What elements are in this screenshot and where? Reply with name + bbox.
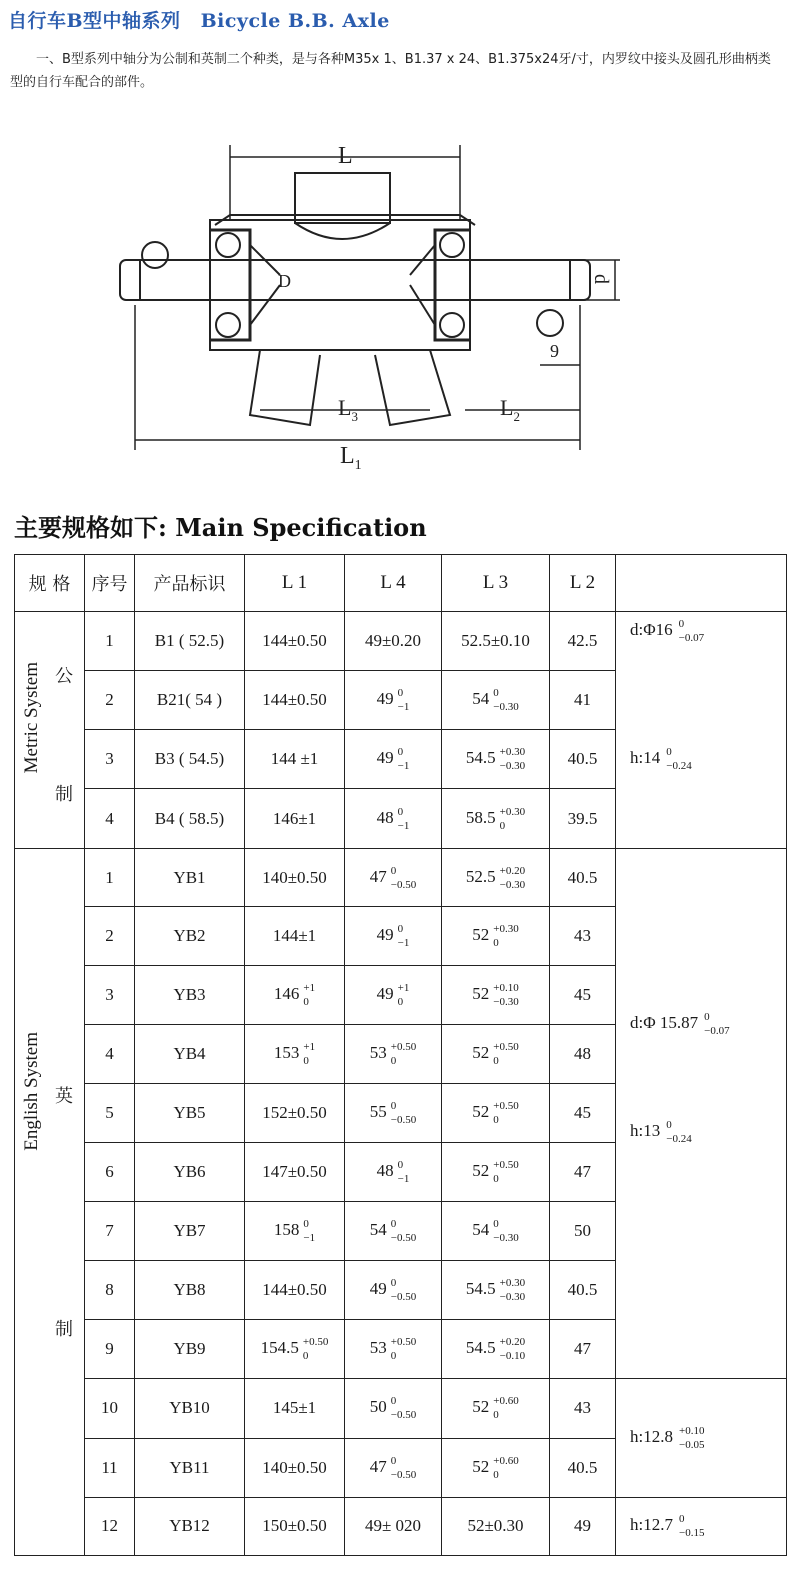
english-system-cn-bottom: 制 [55,1319,73,1341]
intro-paragraph: 一、B型系列中轴分为公制和英制二个种类，是与各种M35x 1、B1.37 x 24、B1.375x24牙/寸，内罗纹中接头及圆孔形曲柄类型的自行车配合的部件。 [10,52,771,90]
tolerance-lower: −0.30 [493,1231,519,1244]
l1-tolerance [303,1217,315,1245]
note-value: h:13 [630,1121,661,1140]
l3-value: 54.5 [465,748,496,768]
cell-l2: 41 [550,671,616,730]
label-L3: $L_3$ [338,395,358,424]
product-id: YB8 [135,1260,245,1319]
tolerance-upper: 0 [397,687,404,700]
cell-l3 [442,1319,550,1378]
tolerance-lower: −1 [397,701,410,714]
cell-l1: 152±0.50 [245,1084,345,1143]
cell-l2: 42.5 [550,612,616,671]
tolerance-lower: 0 [303,1055,309,1068]
l3-tolerance [493,1394,518,1422]
l4-value: 55 [369,1102,387,1121]
l3-tolerance [493,922,518,950]
product-id: B3 ( 54.5) [135,730,245,789]
cell-l1 [245,1201,345,1260]
tolerance-lower: 0 [493,1055,499,1068]
label-D: D [278,271,291,291]
bearing-ball [216,233,240,257]
table-row [15,612,787,671]
tolerance-upper: +0.50 [493,1100,519,1113]
tolerance-upper: +1 [397,982,410,995]
tolerance-upper: 0 [666,1119,672,1132]
l3-value: 52 [472,984,490,1004]
row-number: 9 [85,1319,135,1378]
l3-value: 54 [472,1219,490,1239]
tolerance-upper: 0 [666,745,672,758]
bearing-ball [440,233,464,257]
cell-l1: 144±1 [245,907,345,966]
cell-l2: 49 [550,1497,616,1556]
tolerance-lower: 0 [302,1349,309,1362]
table-row [15,848,787,907]
metric-system-cell [15,612,85,849]
cell-l2: 43 [550,907,616,966]
cell-l3 [442,730,550,789]
l1-tolerance [303,1040,315,1068]
cell-l4 [345,730,442,789]
l1-tolerance [303,1335,328,1363]
tolerance-lower: −1 [397,1172,410,1185]
tolerance-lower: −0.30 [499,1290,526,1303]
l4-value: 53 [369,1337,387,1357]
cell-l3 [442,1025,550,1084]
tolerance-upper: +0.60 [493,1454,519,1467]
tolerance-upper: 0 [390,864,397,877]
tolerance-upper: +1 [303,982,316,995]
cell-l3 [442,1260,550,1319]
note-cell [616,612,787,849]
note-line [630,617,786,645]
product-id: B1 ( 52.5) [135,612,245,671]
header-cell: 序号 [85,555,135,612]
tolerance-lower: 0 [390,1349,397,1362]
cell-l3 [442,966,550,1025]
row-number: 5 [85,1084,135,1143]
cell-l1: 147±0.50 [245,1143,345,1202]
cell-l1 [245,966,345,1025]
cell-l1: 144±0.50 [245,1260,345,1319]
cell-l2: 40.5 [550,848,616,907]
tolerance-lower: −0.24 [666,1133,692,1146]
tolerance-lower: −1 [397,760,410,773]
row-number: 8 [85,1260,135,1319]
l3-value: 52 [472,1397,490,1417]
header-cell: L 1 [245,555,345,612]
note-line [630,1010,786,1038]
cell-l3 [442,1201,550,1260]
axle-diagram [110,125,650,485]
cell-l3 [442,848,550,907]
l3-tolerance [500,745,525,773]
tolerance-upper: +0.30 [499,805,526,818]
row-number: 4 [85,1025,135,1084]
note-line [630,745,786,773]
l4-tolerance [398,922,410,950]
row-number: 2 [85,907,135,966]
l3-value: 52.5 [465,866,496,886]
cell-l2: 40.5 [550,730,616,789]
product-id: YB1 [135,848,245,907]
tolerance-upper: +0.50 [390,1041,417,1054]
l1-value: 158 [273,1219,300,1239]
l4-value: 49 [376,748,394,768]
l3-tolerance [493,1099,518,1127]
header-cell: 产品标识 [135,555,245,612]
page-title [8,6,390,33]
header-cell: L 3 [442,555,550,612]
tolerance-upper: +0.10 [678,1424,705,1437]
l4-tolerance [391,1394,416,1422]
l4-tolerance [398,745,410,773]
tolerance-upper: +0.30 [499,746,526,759]
table-row [15,1378,787,1438]
cell-l3 [442,907,550,966]
cell-l2: 39.5 [550,789,616,848]
tolerance-lower: −0.24 [666,759,692,772]
l1-value: 153 [273,1043,300,1063]
note-cell [616,1378,787,1497]
l3-tolerance [493,1454,518,1482]
l3-tolerance [493,1040,518,1068]
cell-l4 [345,1201,442,1260]
tolerance-lower: −0.50 [390,1231,417,1244]
product-id: YB11 [135,1438,245,1497]
cell-l2: 47 [550,1143,616,1202]
cell-l2: 45 [550,966,616,1025]
l4-value: 49 [376,689,394,709]
l3-tolerance [500,805,525,833]
cell-l2: 50 [550,1201,616,1260]
english-system-label: English System [21,1032,42,1152]
tolerance-lower: −0.10 [499,1349,526,1362]
tolerance-lower: 0 [493,1409,499,1422]
metric-system-cn-top: 公 [55,666,73,687]
tolerance-lower: 0 [493,937,499,950]
row-number: 1 [85,612,135,671]
l4-value: 49 [376,925,394,945]
title-en: Bicycle B.B. Axle [200,10,390,32]
tolerance-lower: −0.50 [390,1114,417,1127]
tolerance-upper: 0 [397,1158,404,1171]
l3-value: 52 [472,925,490,945]
cell-l3 [442,1143,550,1202]
tolerance-upper: 0 [390,1100,397,1113]
row-number: 11 [85,1438,135,1497]
row-number: 10 [85,1378,135,1438]
tolerance-upper: +0.30 [493,923,519,936]
cell-l2: 40.5 [550,1260,616,1319]
row-number: 12 [85,1497,135,1556]
tolerance-upper: +0.50 [493,1041,519,1054]
product-id: YB4 [135,1025,245,1084]
l4-tolerance [391,1454,416,1482]
product-id: YB12 [135,1497,245,1556]
l3-value: 54.5 [465,1337,496,1357]
cell-l1: 144±0.50 [245,612,345,671]
cell-l4 [345,1260,442,1319]
note-line [630,1512,786,1540]
tolerance-upper: 0 [390,1217,397,1230]
cell-l2: 43 [550,1378,616,1438]
tolerance-lower: 0 [493,1114,499,1127]
l4-value: 49 [376,984,394,1004]
cell-l1: 145±1 [245,1378,345,1438]
product-id: YB10 [135,1378,245,1438]
tolerance-lower: 0 [493,1172,499,1185]
cell-l4 [345,671,442,730]
product-id: YB7 [135,1201,245,1260]
note-value: d:Φ 15.87 [630,1013,699,1032]
l4-value: 50 [369,1397,387,1417]
note-tolerance [679,1424,704,1452]
tolerance-upper: +0.10 [493,982,519,995]
product-id: YB9 [135,1319,245,1378]
tolerance-upper: 0 [303,1217,309,1230]
spec-body [15,612,787,1556]
note-tolerance [679,617,704,645]
tolerance-lower: −0.50 [390,1409,417,1422]
cell-l4 [345,907,442,966]
l3-value: 52 [472,1043,490,1063]
cell-l4 [345,1084,442,1143]
l4-tolerance [398,805,410,833]
cell-l2: 48 [550,1025,616,1084]
tolerance-lower: −1 [397,937,410,950]
tolerance-lower: −0.07 [678,631,705,644]
note-tolerance [666,745,691,773]
metric-system-label: Metric System [21,662,42,774]
note-value: h:12.7 [630,1515,673,1535]
l3-tolerance [500,864,525,892]
cell-l1: 140±0.50 [245,848,345,907]
row-number: 1 [85,848,135,907]
row-number: 3 [85,730,135,789]
l4-tolerance [391,1335,416,1363]
l1-value: 154.5 [260,1337,299,1357]
tolerance-lower: −0.30 [499,878,526,891]
title-cn: 自行车B型中轴系列 [8,10,181,32]
row-number: 4 [85,789,135,848]
cell-l3: 52.5±0.10 [442,612,550,671]
cell-l3 [442,671,550,730]
l4-value: 47 [369,1456,387,1476]
l3-value: 54 [472,689,490,709]
tolerance-lower: −0.50 [390,1290,417,1303]
cell-l1: 150±0.50 [245,1497,345,1556]
tolerance-lower: −0.30 [493,996,519,1009]
tolerance-upper: +0.50 [302,1335,329,1348]
tolerance-upper: +0.50 [493,1158,519,1171]
l3-tolerance [493,1217,518,1245]
tolerance-lower: −0.30 [499,760,526,773]
label-L2: $L_2$ [500,395,520,424]
tolerance-lower: 0 [390,1055,397,1068]
tolerance-upper: 0 [397,923,404,936]
l1-tolerance [303,981,315,1009]
row-number: 6 [85,1143,135,1202]
cell-l1: 144 ±1 [245,730,345,789]
tolerance-lower: −1 [397,819,410,832]
l4-value: 47 [369,866,387,886]
l4-tolerance [391,1099,416,1127]
tolerance-upper: 0 [678,1513,685,1526]
tolerance-lower: −0.15 [678,1527,705,1540]
l4-value: 49 [369,1278,387,1298]
l4-value: 48 [376,1160,394,1180]
cell-l3 [442,789,550,848]
l4-tolerance [398,1158,410,1186]
product-id: B21( 54 ) [135,671,245,730]
cell-l4 [345,789,442,848]
product-id: YB5 [135,1084,245,1143]
cell-l3: 52±0.30 [442,1497,550,1556]
cell-l4 [345,848,442,907]
l4-tolerance [391,1217,416,1245]
tolerance-lower: 0 [303,996,309,1009]
cell-l1 [245,1319,345,1378]
row-number: 7 [85,1201,135,1260]
cell-l1 [245,1025,345,1084]
product-id: YB2 [135,907,245,966]
l3-value: 52 [472,1102,490,1121]
cell-l4 [345,1143,442,1202]
tolerance-lower: 0 [499,819,506,832]
table-header-row [15,555,787,612]
l3-tolerance [493,686,518,714]
header-cell: 规 格 [15,555,85,612]
l4-tolerance [391,1276,416,1304]
note-cell [616,1497,787,1556]
cell-l1: 140±0.50 [245,1438,345,1497]
tolerance-upper: 0 [390,1395,397,1408]
note-line [630,1424,786,1452]
tolerance-lower: −0.30 [493,701,519,714]
l3-value: 52 [472,1160,490,1180]
note-value: d:Φ16 [630,619,673,639]
note-line [630,1118,786,1146]
bearing-ball [216,313,240,337]
product-id: YB3 [135,966,245,1025]
cell-l3 [442,1378,550,1438]
tolerance-upper: 0 [678,617,685,630]
tolerance-lower: −0.05 [678,1438,705,1451]
l1-value: 146 [273,984,300,1004]
bearing-ball [440,313,464,337]
tolerance-lower: −0.50 [390,878,417,891]
header-cell: L 4 [345,555,442,612]
tolerance-lower: 0 [397,996,404,1009]
cell-l1: 144±0.50 [245,671,345,730]
row-number: 3 [85,966,135,1025]
tolerance-upper: 0 [390,1454,397,1467]
tolerance-upper: 0 [704,1011,710,1024]
note-tolerance [666,1118,691,1146]
cell-l4: 49± 020 [345,1497,442,1556]
tolerance-upper: +0.50 [390,1335,417,1348]
cell-l2: 45 [550,1084,616,1143]
tolerance-lower: −0.07 [704,1025,730,1038]
label-9: 9 [550,341,559,361]
l4-tolerance [398,981,410,1009]
cell-l4 [345,1025,442,1084]
l3-tolerance [493,981,518,1009]
cell-l1: 146±1 [245,789,345,848]
product-id: YB6 [135,1143,245,1202]
header-cell: L 2 [550,555,616,612]
l3-tolerance [500,1335,525,1363]
tolerance-upper: 0 [397,746,404,759]
table-row [15,1497,787,1556]
cell-l2: 47 [550,1319,616,1378]
spec-title: 主要规格如下: Main Specification [14,513,427,542]
note-value: h:12.8 [630,1426,673,1446]
note-value: h:14 [630,747,661,767]
tolerance-upper: 0 [493,687,499,700]
note-cell [616,848,787,1378]
english-system-cn-top: 英 [55,1085,73,1107]
l4-tolerance [398,686,410,714]
cell-l4 [345,1438,442,1497]
tolerance-upper: +1 [303,1041,316,1054]
label-L1: $L_1$ [340,443,362,473]
product-id: B4 ( 58.5) [135,789,245,848]
l3-value: 58.5 [465,807,496,827]
tolerance-upper: 0 [493,1217,499,1230]
header-cell [616,555,787,612]
tolerance-upper: +0.60 [493,1395,519,1408]
l3-value: 54.5 [465,1278,496,1298]
l3-tolerance [500,1276,525,1304]
axle-shaft [120,260,590,300]
label-L: L [338,143,353,169]
note-tolerance [704,1010,729,1038]
tolerance-upper: 0 [397,805,404,818]
cell-l4 [345,1319,442,1378]
tolerance-lower: −1 [303,1231,316,1244]
cell-l3 [442,1438,550,1497]
cell-l4 [345,966,442,1025]
l3-tolerance [493,1158,518,1186]
l4-value: 54 [369,1219,387,1239]
english-system-cell [15,848,85,1556]
tolerance-lower: 0 [493,1468,499,1481]
tolerance-upper: 0 [390,1276,397,1289]
cell-l4 [345,1378,442,1438]
tolerance-upper: +0.30 [499,1276,526,1289]
row-number: 2 [85,671,135,730]
note-tolerance [679,1512,704,1540]
label-d: d [590,274,612,284]
l4-value: 53 [369,1043,387,1063]
spec-table [14,554,787,1556]
cell-l3 [442,1084,550,1143]
cell-l2: 40.5 [550,1438,616,1497]
l4-tolerance [391,864,416,892]
tolerance-upper: +0.20 [499,864,526,877]
l3-value: 52 [472,1456,490,1476]
tolerance-upper: +0.20 [499,1335,526,1348]
cell-l4: 49±0.20 [345,612,442,671]
l4-value: 48 [376,807,394,827]
metric-system-cn-bottom: 制 [55,784,73,805]
tolerance-lower: −0.50 [390,1468,417,1481]
l4-tolerance [391,1040,416,1068]
